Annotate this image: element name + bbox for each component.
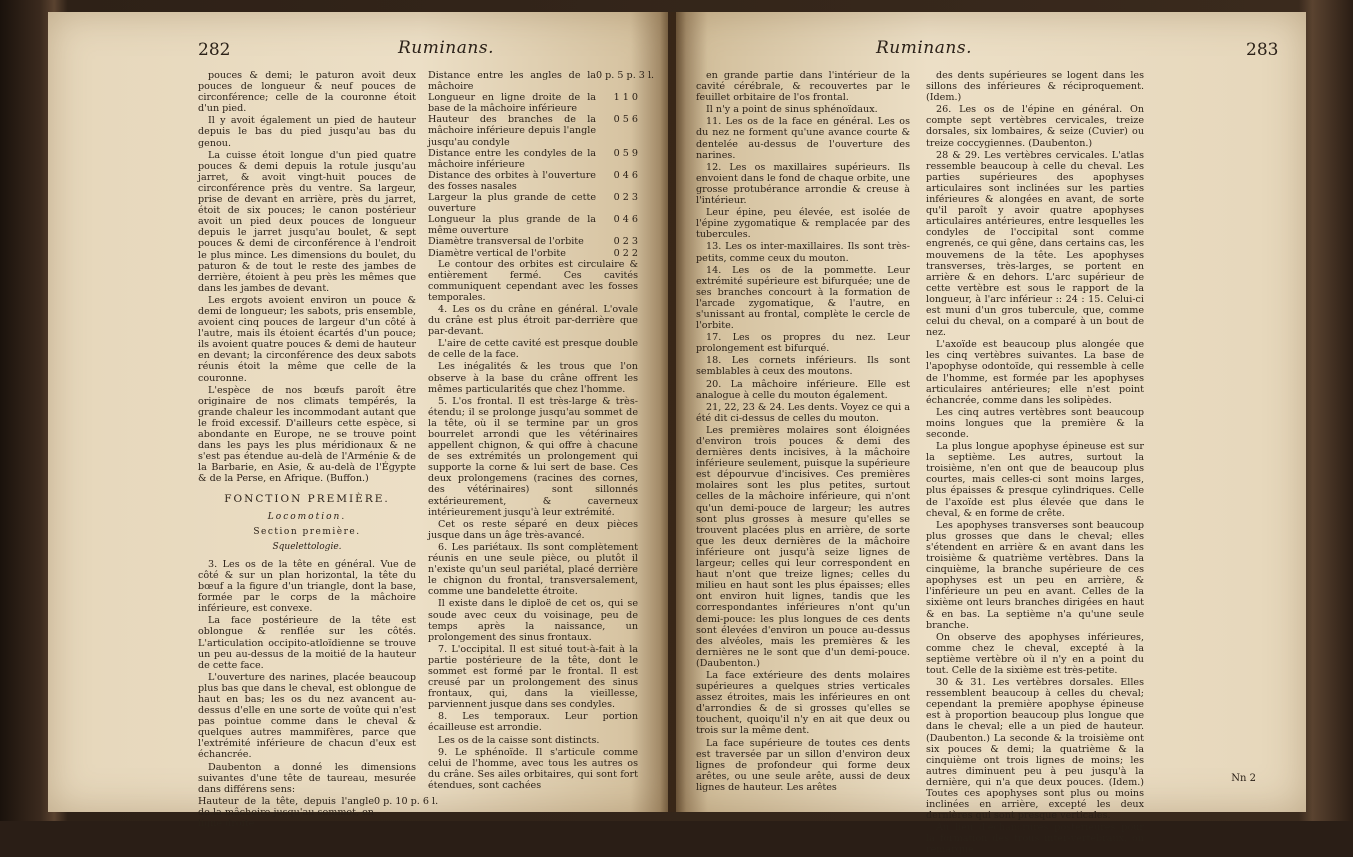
paragraph: Cet os reste séparé en deux pièces jusque dans un âge très-avancé. (428, 518, 638, 541)
paragraph: 17. Les os propres du nez. Leur prolongement est bifurqué. (696, 332, 910, 355)
paragraph: On observe des apophyses inférieures, comme chez le cheval, excepté à la septième vertèbre où il n'y en a point du tout. Celle de la sixième est très-petite. (926, 631, 1144, 676)
running-head-left: Ruminans. (398, 38, 494, 58)
signature-mark: Nn 2 (1231, 773, 1256, 784)
measure-value: 0 2 3 (613, 192, 638, 204)
measure-label: Distance entre les condyles de la mâchoire inférieure (428, 147, 596, 170)
measure-label: Diamètre vertical de l'orbite (428, 247, 566, 259)
gutter (660, 12, 686, 812)
paragraph: des dents supérieures se logent dans les sillons des inférieures & réciproquement. (Idem.) (926, 70, 1144, 104)
measure-row (428, 248, 638, 259)
measure-value: 0 2 3 (613, 236, 638, 248)
paragraph: L'aire de cette cavité est presque double de celle de la face. (428, 338, 638, 361)
measure-label: Hauteur des branches de la mâchoire inférieure depuis l'angle jusqu'au condyle (428, 114, 596, 148)
paragraph: Les premières molaires sont éloignées d'environ trois pouces & demi des dernières dents incisives, à la mâchoire inférieure seulement, puisque la supérieure est dépourvue d'incisives. Ces premières molaires sont les plus petites, surtout celles de la mâchoire inférieure, qui n'ont qu'un demi-pouce de largeur; les autres sont plus grosses à mesure qu'elles se trouvent placées plus en arrière, de sorte que les deux dernières de la mâchoire inférieure ont jusqu'à seize lignes de largeur; celles qui leur correspondent en haut n'ont que treize lignes; celles du milieu en haut sont les plus épaisses; elles ont environ huit lignes, tandis que les correspondantes inférieures n'ont qu'un demi-pouce: les plus longues de ces dents sont élevées d'environ un pouce au-dessus des alvéoles, mais les premières & les dernières ne le sont que d'un demi-pouce. (Daubenton.) (696, 424, 910, 669)
measure-value: 0 2 2 (613, 247, 638, 259)
measure-label: Largeur la plus grande de cette ouverture (428, 192, 596, 215)
paragraph: Il existe dans le diploë de cet os, qui se soude avec ceux du voisinage, peu de temps après la naissance, un prolongement des sinus frontaux. (428, 598, 638, 643)
measure-value: 0 4 6 (613, 169, 638, 181)
paragraph: 13. Les os inter-maxillaires. Ils sont très-petits, comme ceux du mouton. (696, 241, 910, 264)
section-heading: Section première. (253, 526, 361, 537)
left-page (48, 12, 668, 829)
paragraph: L'ouverture des narines, placée beaucoup plus bas que dans le cheval, est oblongue de haut en bas; les os du nez avancent au-dessus d'elle en une sorte de voûte qui n'est pas pointue comme dans le cheval & quelques autres mammifères, parce que l'extrémité inférieure de chacun d'eux est échancrée. (198, 671, 416, 761)
paragraph: pouces & demi; le paturon avoit deux pouces de longueur & neuf pouces de circonférence; celle de la couronne étoit d'un pied. (198, 70, 416, 115)
measure-value: 0 4 6 (613, 214, 638, 226)
measure-row (428, 192, 638, 214)
paragraph: 9. Le sphénoïde. Il s'articule comme celui de l'homme, avec tous les autres os du crâne. Ses ailes orbitaires, qui sont fort étendues, sont cachées (428, 746, 638, 791)
paragraph: 21, 22, 23 & 24. Les dents. Voyez ce qui a été dit ci-dessus de celles du mouton. (696, 401, 910, 424)
measure-row: Hauteur de la tête, depuis l'angle de la mâchoire jusqu'au sommet, en ligne droite 0 p. 10 p. 6 l. (198, 795, 439, 829)
paragraph: La cuisse étoit longue d'un pied quatre pouces & demi depuis la rotule jusqu'au jarret, & avoit vingt-huit pouces de circonférence près du ventre. Sa largeur, prise de devant en arrière, près du jarret, étoit de six pouces; le canon postérieur avoit un pied deux pouces de longueur depuis le jarret jusqu'au boulet, & sept pouces & demi de circonférence à l'endroit le plus mince. Les dimensions du boulet, du paturon & de tout le reste des jambes de derrière, étoient à peu près les mêmes que dans les jambes de devant. (198, 149, 416, 294)
running-head-right: Ruminans. (876, 38, 972, 58)
measure-label: Diamètre transversal de l'orbite (428, 236, 584, 248)
paragraph: Les cinq autres vertèbres sont beaucoup moins longues que la première & la seconde. (926, 406, 1144, 440)
measure-row (428, 92, 638, 114)
paragraph: L'axoïde est beaucoup plus alongée que les cinq vertèbres suivantes. La base de l'apophyse odontoïde, qui ressemble à celle de l'homme, est formée par les apophyses articulaires antérieures; elle n'est point échancrée, comme dans les solipèdes. (926, 339, 1144, 406)
right-column-2 (926, 70, 1144, 857)
paragraph: 3. Les os de la tête en général. Vue de côté & sur un plan horizontal, la tête du bœuf a la figure d'un triangle, dont la base, formée par le corps de la mâchoire inférieure, est convexe. (198, 558, 416, 615)
paragraph: 7. L'occipital. Il est situé tout-à-fait à la partie postérieure de la tête, dont le sommet est formé par le frontal. Il est creusé par un prolongement des sinus frontaux, qui, dans la vieillesse, parviennent jusque dans ses condyles. (428, 643, 638, 711)
right-page (676, 12, 1306, 856)
subtitle: Locomotion. (267, 511, 347, 522)
paragraph: 14. Les os de la pommette. Leur extrémité supérieure est bifurquée; une de ses branches concourt à la formation de l'arcade zygomatique, & l'autre, en s'unissant au frontal, complète le cercle de l'orbite. (696, 264, 910, 332)
paragraph: Les inégalités & les trous que l'on observe à la base du crâne offrent les mêmes particularités que chez l'homme. (428, 361, 638, 395)
measure-row (428, 114, 638, 147)
measure-value: 1 1 0 (613, 92, 638, 104)
paragraph: 11. Les os de la face en général. Les os du nez ne forment qu'une avance courte & dentelée au-dessus de l'ouverture des narines. (696, 116, 910, 161)
paragraph: 12. Les os maxillaires supérieurs. Ils envoient dans le fond de chaque orbite, une grosse protubérance arrondie & creuse à l'intérieur. (696, 161, 910, 207)
paragraph: 18. Les cornets inférieurs. Ils sont semblables à ceux des moutons. (696, 355, 910, 378)
left-column-1 (198, 70, 439, 829)
paragraph: La face supérieure de toutes ces dents est traversée par un sillon d'environ deux lignes de profondeur qui forme deux arêtes, ou une seule arête, aussi de deux lignes de hauteur. Les arêtes (696, 737, 910, 793)
paragraph: Les apophyses transverses sont beaucoup plus grosses que dans le cheval; elles s'étendent en arrière & en avant dans les troisième & quatrième vertèbres. Dans la cinquième, la branche supérieure de ces apophyses est un peu en arrière, & l'inférieure un peu en avant. Celles de la sixième ont leurs branches dirigées en haut & en bas. La septième n'a qu'une seule branche. (926, 519, 1144, 631)
paragraph: en grande partie dans l'intérieur de la cavité cérébrale, & recouvertes par le feuillet orbitaire de l'os frontal. (696, 70, 910, 104)
measure-row (428, 70, 655, 93)
right-column-1 (696, 70, 910, 794)
paragraph: Il y avoit également un pied de hauteur depuis le bas du pied jusqu'au bas du genou. (198, 115, 416, 149)
measure-label: Distance des orbites à l'ouverture des fosses nasales (428, 169, 596, 192)
paragraph: Il n'y a point de sinus sphénoïdaux. (706, 104, 878, 116)
paragraph: 5. L'os frontal. Il est très-large & très-étendu; il se prolonge jusqu'au sommet de la tête, où il se termine par un gros bourrelet arrondi que les vétérinaires appellent chignon, & qui offre à chacune de ses extrémités un prolongement qui supporte la corne & lui sert de base. Ces deux prolongemens (racines des cornes, des vétérinaires) sont sillonnés extérieurement, & caverneux intérieurement jusqu'à leur extrémité. (428, 395, 638, 518)
paragraph: Les os de la caisse sont distincts. (438, 734, 600, 746)
measure-value: 0 5 6 (613, 114, 638, 126)
paragraph: 28 & 29. Les vertèbres cervicales. L'atlas ressemble beaucoup à celle du cheval. Les parties supérieures des apophyses articulaires sont inclinées sur les parties inférieures & alongées en avant, de sorte qu'il paroît y avoir quatre apophyses articulaires antérieures, entre lesquelles les condyles de l'occipital sont comme engrenés, ce qui gêne, dans certains cas, les mouvemens de la tête. Les apophyses transverses, très-larges, se portent en arrière & en dehors. L'arc supérieur de cette vertèbre est sous le rapport de la longueur, à l'arc inférieur :: 24 : 15. Celui-ci est muni d'un gros tubercule, que, comme celui du cheval, on a comparé à un bout de nez. (926, 149, 1144, 339)
paragraph: 6. Les pariétaux. Ils sont complètement réunis en une seule pièce, ou plutôt il n'existe qu'un seul pariétal, placé derrière le chignon du frontal, transversalement, comme une bandelette étroite. (428, 541, 638, 598)
subsection-heading: Squelettologie. (272, 541, 342, 552)
paragraph: 26. Les os de l'épine en général. On compte sept vertèbres cervicales, treize dorsales, six lombaires, & seize (Cuvier) ou treize coccygiennes. (Daubenton.) (926, 104, 1144, 149)
measure-row (428, 148, 638, 170)
measure-label: Longueur la plus grande de la même ouverture (428, 214, 596, 237)
measure-row (428, 214, 638, 236)
paragraph: La face extérieure des dents molaires supérieures a quelques stries verticales assez étroites, mais les inférieures en ont d'arrondies & de si grosses qu'elles se touchent, quoiqu'il n'y en ait que deux ou trois sur la même dent. (696, 669, 910, 737)
paragraph: 30 & 31. Les vertèbres dorsales. Elles ressemblent beaucoup à celles du cheval; cependant la première apophyse épineuse est à proportion beaucoup plus longue que dans le cheval; elle a un pied de hauteur. (Daubenton.) La seconde & la troisième ont six pouces & demi; la quatrième & la cinquième ont trois lignes de moins; les autres diminuent peu à peu jusqu'à la dernière, qui n'a que deux pouces. (Idem.) Toutes ces apophyses sont plus ou moins inclinées en arrière, excepté les deux dernières qui sont presque verticales. (926, 677, 1144, 822)
measure-row (428, 170, 638, 192)
measure-row (428, 236, 638, 247)
measure-value: 0 p. 5 p. 3 l. (596, 70, 655, 81)
paragraph: 20. La mâchoire inférieure. Elle est analogue à celle du mouton également. (696, 378, 910, 401)
paragraph: La face postérieure de la tête est oblongue & renflée sur les côtés. L'articulation occipito-atloïdienne se trouve un peu au-dessus de la moitié de la hauteur de cette face. (198, 615, 416, 671)
measure-label: Longueur en ligne droite de la base de la mâchoire inférieure (428, 92, 596, 115)
measure-value: 0 5 9 (613, 147, 638, 159)
paragraph: Au lieu d'échancrures postérieures pour la formation des trous inter-vertébraux, on remarque (926, 822, 1144, 856)
paragraph: La plus longue apophyse épineuse est sur la septième. Les autres, surtout la troisième, n'en ont que de beaucoup plus courtes, mais celles-ci sont moins larges, plus épaisses & presque cylindriques. Celle de l'axoïde est plus élevée que dans le cheval, & en forme de crête. (926, 441, 1144, 519)
paragraph: 8. Les temporaux. Leur portion écailleuse est arrondie. (428, 711, 638, 734)
page-number-right: 283 (1246, 40, 1279, 60)
left-column-2 (428, 70, 655, 792)
section-title: FONCTION PREMIÈRE. (224, 493, 390, 506)
paragraph: Leur épine, peu élevée, est isolée de l'épine zygomatique & remplacée par des tubercules. (696, 207, 910, 241)
paragraph: Les ergots avoient environ un pouce & demi de longueur; les sabots, pris ensemble, avoient cinq pouces de largeur d'un côté à l'autre, mais ils étoient écartés d'un pouce; ils avoient quatre pouces & demi de hauteur en devant; la circonférence des deux sabots réunis étoit la même que celle de la couronne. (198, 294, 416, 384)
paragraph: Le contour des orbites est circulaire & entièrement fermé. Ces cavités communiquent cependant avec les fosses temporales. (428, 258, 638, 303)
paragraph: 4. Les os du crâne en général. L'ovale du crâne est plus étroit par-derrière que par-devant. (428, 303, 638, 338)
page-number-left: 282 (198, 40, 231, 60)
paragraph: Daubenton a donné les dimensions suivantes d'une tête de taureau, mesurée dans différens sens: (198, 761, 416, 795)
measure-label: Distance entre les angles de la mâchoire (428, 70, 596, 93)
paragraph: L'espèce de nos bœufs paroît être originaire de nos climats tempérés, la grande chaleur les incommodant autant que le froid excessif. D'ailleurs cette espèce, si abondante en Europe, ne se trouve point dans les pays les plus méridionaux & ne s'est pas étendue au-delà de l'Arménie & de la Barbarie, en Asie, & au-delà de l'Égypte & de la Perse, en Afrique. (Buffon.) (198, 384, 416, 485)
